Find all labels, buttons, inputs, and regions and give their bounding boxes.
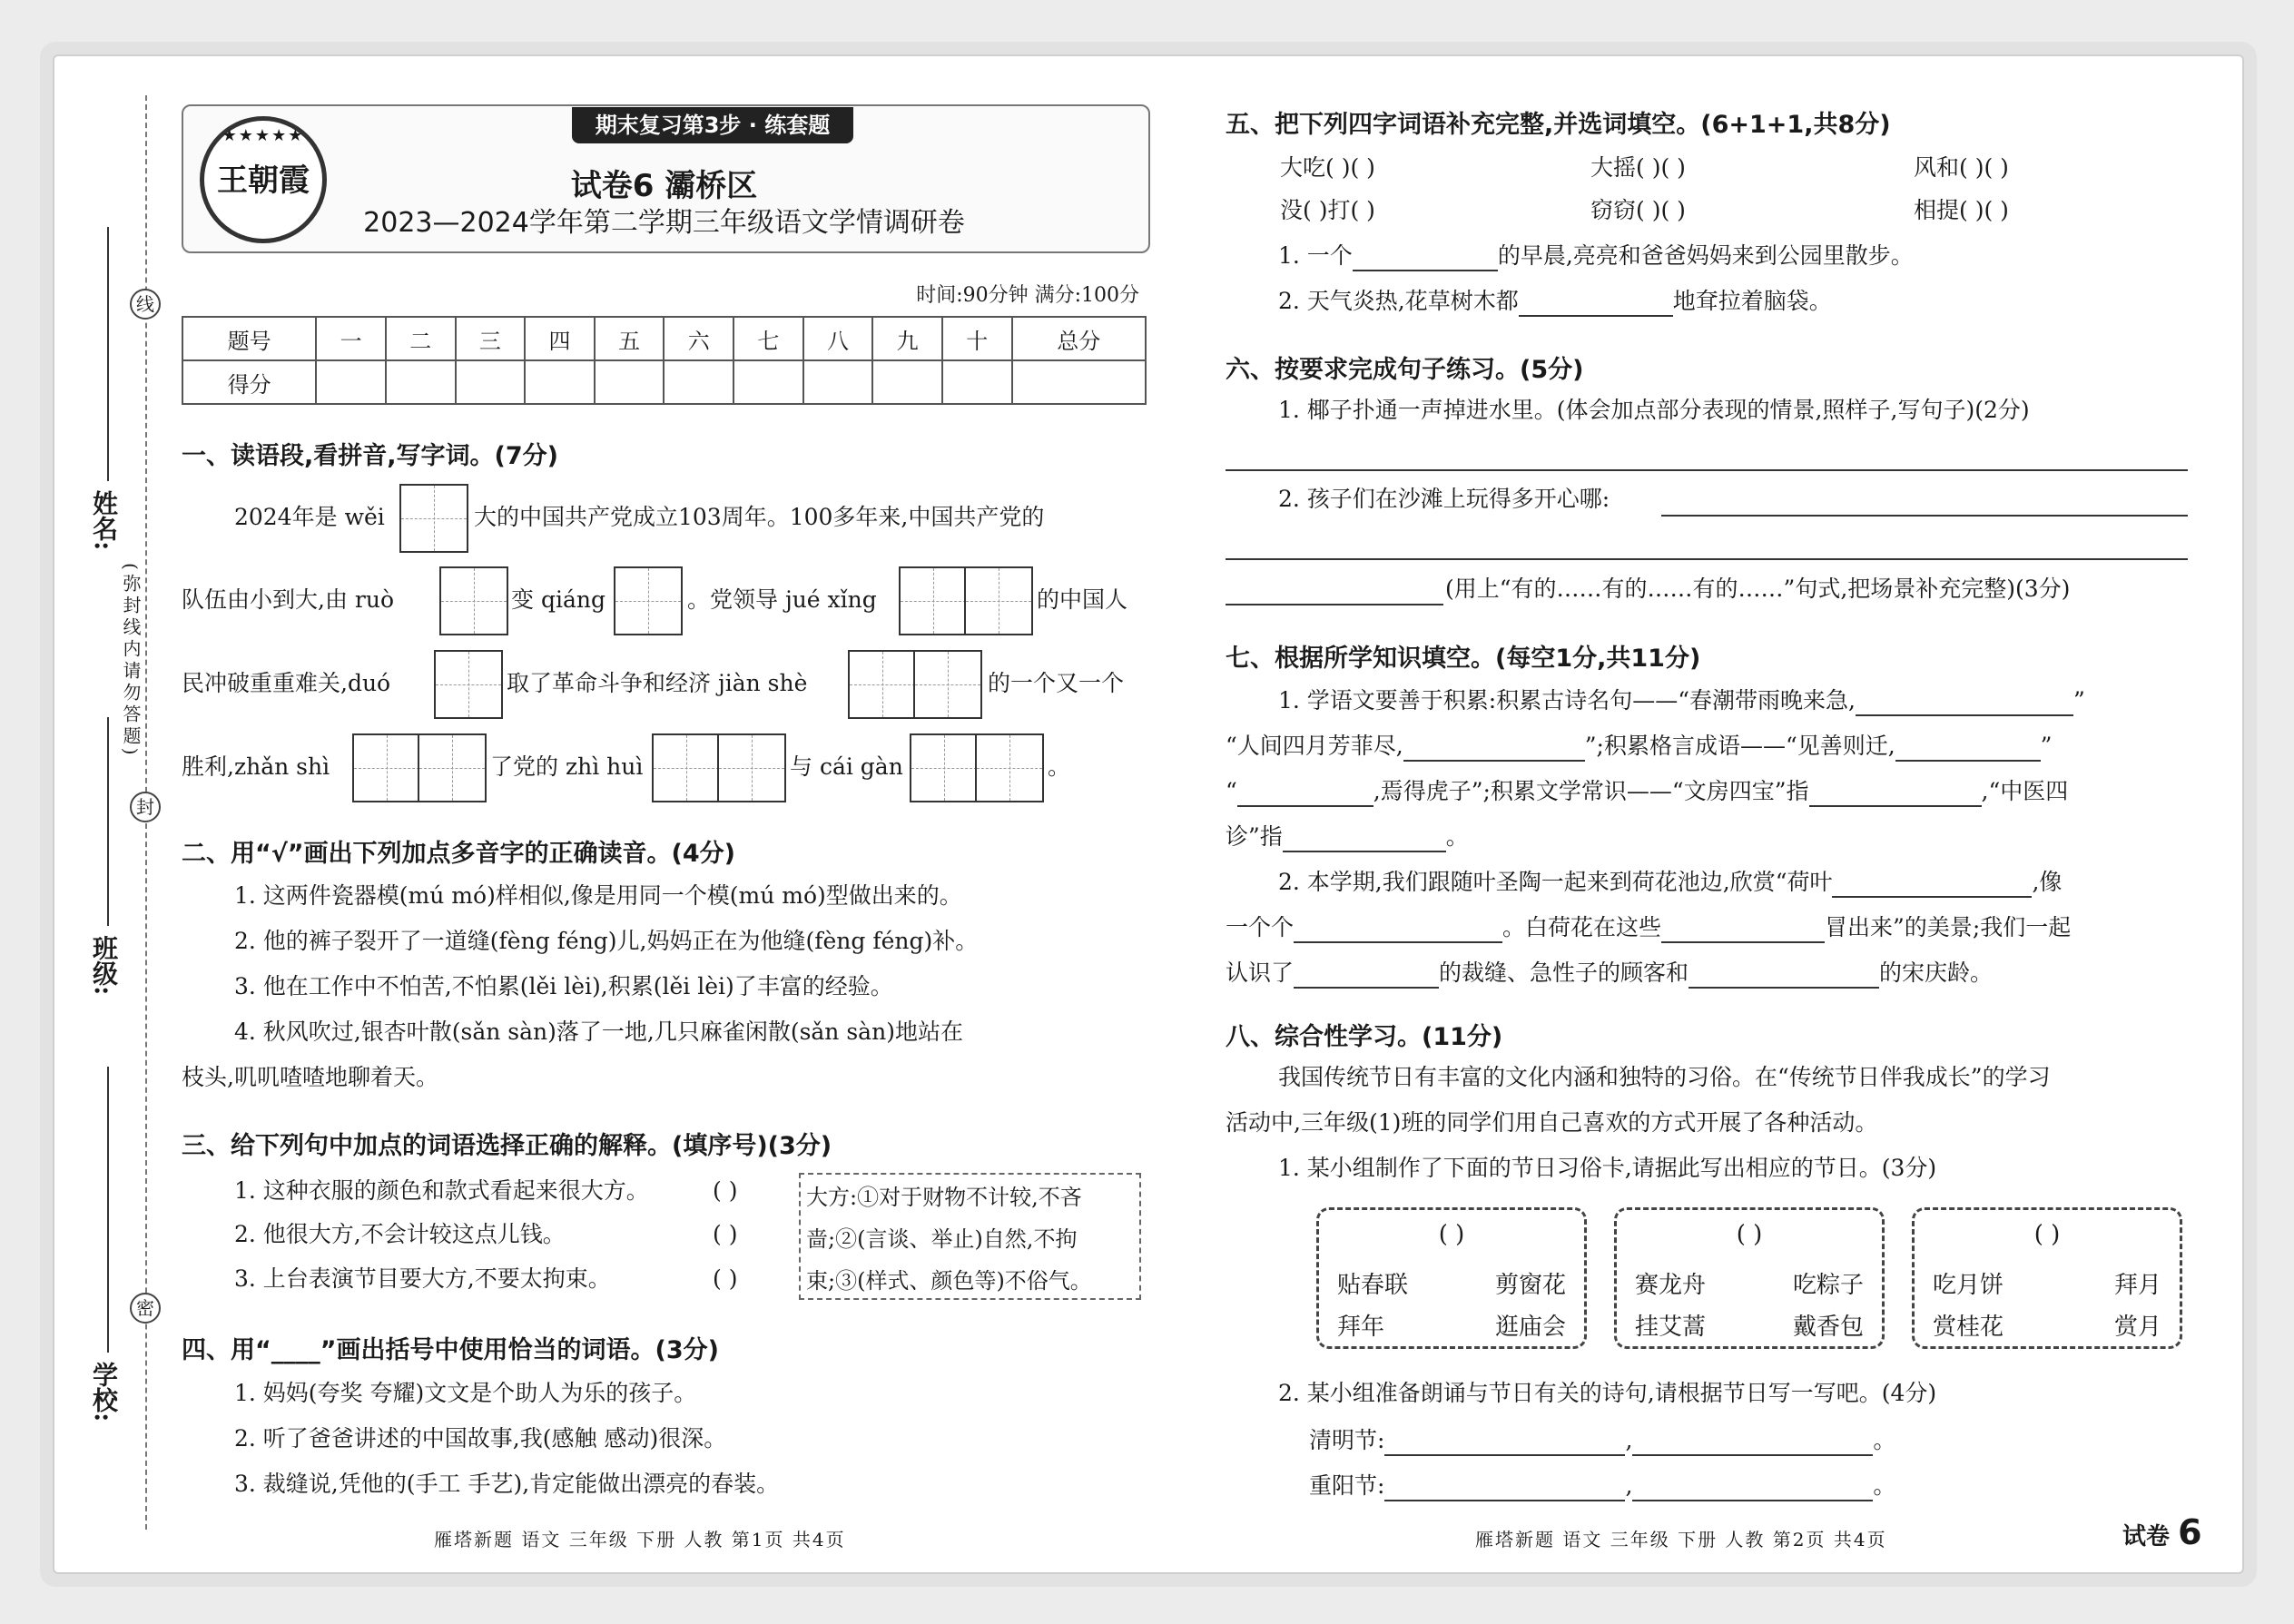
s1-text: 变 qiáng xyxy=(511,586,605,613)
char-box[interactable] xyxy=(352,733,421,802)
s1-text: 大的中国共产党成立103周年。100多年来,中国共产党的 xyxy=(474,504,1045,530)
score-header-cell: 八 xyxy=(803,317,873,360)
score-header-cell: 六 xyxy=(664,317,733,360)
char-box[interactable] xyxy=(399,484,468,553)
s7-text: ,焉得虎子”;积累文学常识——“文房四宝”指 xyxy=(1373,778,1809,804)
binding-mark-mi: 密 xyxy=(130,1293,161,1324)
class-label: 班级: xyxy=(89,935,119,996)
score-table xyxy=(182,316,1147,405)
s1-text: 与 cái gàn xyxy=(790,753,903,780)
paper-label: 试卷 xyxy=(2122,1523,2171,1550)
answer-blank[interactable] xyxy=(1283,825,1446,852)
s6-question-2-instruction: (用上“有的……有的……有的……”句式,把场景补充完整)(3分) xyxy=(1445,576,2071,602)
s5-idiom[interactable]: 大摇( )( ) xyxy=(1590,154,1686,181)
s5-question-2 xyxy=(1278,286,1832,317)
score-header-cell: 题号 xyxy=(182,317,316,360)
s8-question-2: 2. 某小组准备朗诵与节日有关的诗句,请根据节日写一写吧。(4分) xyxy=(1278,1380,1937,1406)
s5-q1-text: 1. 一个 xyxy=(1278,242,1353,269)
answer-blank[interactable] xyxy=(1632,1474,1873,1501)
s7-line-4 xyxy=(1226,822,1469,852)
score-cell[interactable] xyxy=(595,360,665,404)
s4-question-1[interactable]: 1. 妈妈(夸奖 夸耀)文文是个助人为乐的孩子。 xyxy=(234,1380,697,1406)
score-header-cell: 五 xyxy=(595,317,665,360)
char-box[interactable] xyxy=(848,650,917,719)
s1-text: 取了革命斗争和经济 jiàn shè xyxy=(507,670,808,696)
s1-text: 民冲破重重难关,duó xyxy=(182,670,391,696)
s7-line-1 xyxy=(1278,685,2085,716)
s7-text: “人间四月芳菲尽, xyxy=(1226,733,1403,759)
answer-blank[interactable] xyxy=(1384,1429,1625,1456)
s6-question-1: 1. 椰子扑通一声掉进水里。(体会加点部分表现的情景,照样子,写句子)(2分) xyxy=(1278,397,2030,423)
comma: , xyxy=(1625,1427,1633,1453)
s7-text: 。 xyxy=(1445,823,1469,850)
s7-text: 的裁缝、急性子的顾客和 xyxy=(1439,960,1689,986)
custom-item: 拜月 xyxy=(2113,1272,2161,1299)
s2-question-4-cont: 枝头,叽叽喳喳地聊着天。 xyxy=(182,1064,438,1090)
s5-idiom[interactable]: 相提( )( ) xyxy=(1914,197,2009,223)
answer-blank[interactable] xyxy=(1294,961,1439,989)
s1-text: 的中国人 xyxy=(1037,586,1128,613)
score-cell[interactable] xyxy=(525,360,595,404)
logo-text: 王朝霞 xyxy=(217,162,310,199)
score-header-cell: 四 xyxy=(525,317,595,360)
score-cell[interactable] xyxy=(664,360,733,404)
score-cell[interactable] xyxy=(316,360,386,404)
custom-item: 吃粽子 xyxy=(1792,1272,1864,1299)
qingming-line xyxy=(1309,1425,1895,1456)
s5-idiom[interactable]: 风和( )( ) xyxy=(1914,154,2009,181)
char-box[interactable] xyxy=(975,733,1044,802)
custom-item: 吃月饼 xyxy=(1933,1272,2004,1299)
s3-question-2: 2. 他很大方,不会计较这点儿钱。 xyxy=(234,1221,566,1247)
answer-blank[interactable] xyxy=(1237,780,1373,807)
paper-subtitle: 2023—2024学年第二学期三年级语文学情调研卷 xyxy=(363,207,965,239)
s7-line-7 xyxy=(1226,958,1993,989)
custom-item: 逛庙会 xyxy=(1494,1314,1566,1341)
score-header-cell: 总分 xyxy=(1012,317,1146,360)
s8-intro: 我国传统节日有丰富的文化内涵和独特的习俗。在“传统节日伴我成长”的学习 xyxy=(1278,1064,2051,1090)
chongyang-label: 重阳节: xyxy=(1309,1472,1385,1499)
answer-blank[interactable] xyxy=(1384,1474,1625,1501)
binding-mark-feng: 封 xyxy=(130,792,161,822)
s7-text: ”;积累格言成语——“见善则迁, xyxy=(1584,733,1895,759)
s7-text: ” xyxy=(2072,687,2085,714)
score-header-cell: 七 xyxy=(733,317,803,360)
s1-text: 队伍由小到大,由 ruò xyxy=(182,586,394,613)
section-7-title: 七、根据所学知识填空。(每空1分,共11分) xyxy=(1226,645,1701,673)
s7-line-3 xyxy=(1226,776,2068,807)
section-1-title: 一、读语段,看拼音,写字词。(7分) xyxy=(182,442,558,470)
s1-text: 2024年是 wěi xyxy=(234,504,385,530)
s5-question-1 xyxy=(1278,241,1914,271)
custom-item: 赏月 xyxy=(2113,1314,2161,1341)
score-cell[interactable] xyxy=(1012,360,1146,404)
section-4-title: 四、用“____”画出括号中使用恰当的词语。(3分) xyxy=(182,1336,719,1364)
s4-question-3[interactable]: 3. 裁缝说,凭他的(手工 手艺),肯定能做出漂亮的春装。 xyxy=(234,1471,780,1497)
answer-blank[interactable] xyxy=(1661,916,1825,943)
s5-q2-text: 2. 天气炎热,花草树木都 xyxy=(1278,288,1519,314)
s1-text: 胜利,zhǎn shì xyxy=(182,753,330,780)
logo-stars-icon: ★★★★★ xyxy=(222,126,305,145)
char-box[interactable] xyxy=(434,650,503,719)
s3-answer-paren[interactable]: ( ) xyxy=(713,1221,738,1247)
score-header-cell: 三 xyxy=(456,317,526,360)
s7-text: “ xyxy=(1226,778,1237,804)
section-5-title: 五、把下列四字词语补充完整,并选词填空。(6+1+1,共8分) xyxy=(1226,111,1891,139)
char-box[interactable] xyxy=(964,566,1033,635)
s7-line-5 xyxy=(1278,867,2062,898)
s3-question-3: 3. 上台表演节目要大方,不要太拘束。 xyxy=(234,1265,611,1292)
comma: , xyxy=(1625,1472,1633,1499)
custom-item: 剪窗花 xyxy=(1494,1272,1566,1299)
s2-question-4[interactable]: 4. 秋风吹过,银杏叶散(sǎn sàn)落了一地,几只麻雀闲散(sǎn sàn)地站在 xyxy=(234,1019,963,1045)
review-step-ribbon: 期末复习第3步 · 练套题 xyxy=(572,107,853,143)
answer-blank[interactable] xyxy=(1519,290,1673,317)
custom-item: 挂艾蒿 xyxy=(1635,1314,1707,1341)
s7-text: ,像 xyxy=(2032,869,2063,895)
s5-idiom[interactable]: 大吃( )( ) xyxy=(1280,154,1375,181)
s2-question-1[interactable]: 1. 这两件瓷器模(mú mó)样相似,像是用同一个模(mú mó)型做出来的。 xyxy=(234,882,962,909)
score-cell[interactable] xyxy=(872,360,942,404)
s2-question-3[interactable]: 3. 他在工作中不怕苦,不怕累(lěi lèi),积累(lěi lèi)了丰富的经验。 xyxy=(234,973,893,999)
s3-answer-paren[interactable]: ( ) xyxy=(713,1177,738,1204)
s7-text: 冒出来”的美景;我们一起 xyxy=(1825,914,2072,940)
binding-mark-xian: 线 xyxy=(130,289,161,320)
s7-text: 认识了 xyxy=(1226,960,1295,986)
score-header-cell: 十 xyxy=(942,317,1012,360)
score-cell[interactable] xyxy=(803,360,873,404)
answer-blank[interactable] xyxy=(1856,689,2073,716)
char-box[interactable] xyxy=(899,566,968,635)
page-1-footer: 雁塔新题 语文 三年级 下册 人教 第1页 共4页 xyxy=(434,1529,846,1550)
char-box[interactable] xyxy=(910,733,979,802)
section-2-title: 二、用“√”画出下列加点多音字的正确读音。(4分) xyxy=(182,840,735,868)
score-row-label: 得分 xyxy=(182,360,316,404)
s7-text: 一个个 xyxy=(1226,914,1295,940)
section-3-title: 三、给下列句中加点的词语选择正确的解释。(填序号)(3分) xyxy=(182,1132,832,1160)
answer-line[interactable] xyxy=(1226,558,2188,560)
score-table-score-row xyxy=(182,360,1146,404)
s8-question-1: 1. 某小组制作了下面的节日习俗卡,请据此写出相应的节日。(3分) xyxy=(1278,1155,1937,1181)
qingming-label: 清明节: xyxy=(1309,1427,1385,1453)
s1-text: 的一个又一个 xyxy=(988,670,1125,696)
custom-item: 赏桂花 xyxy=(1933,1314,2004,1341)
answer-blank[interactable] xyxy=(1832,871,2032,898)
answer-blank[interactable] xyxy=(1403,734,1585,762)
s1-text: 。党领导 jué xǐng xyxy=(687,586,877,613)
s7-line-6 xyxy=(1226,912,2071,943)
score-cell[interactable] xyxy=(386,360,456,404)
score-header-cell: 九 xyxy=(872,317,942,360)
paper-number: 6 xyxy=(2178,1512,2202,1552)
s7-text: 的宋庆龄。 xyxy=(1879,960,1994,986)
name-label: 姓名: xyxy=(89,490,119,551)
answer-blank[interactable] xyxy=(1632,1429,1873,1456)
answer-line[interactable] xyxy=(1661,515,2188,517)
char-box[interactable] xyxy=(717,733,786,802)
s7-text: 诊”指 xyxy=(1226,823,1283,850)
chongyang-line xyxy=(1309,1471,1895,1501)
school-label: 学校: xyxy=(89,1362,119,1422)
custom-item: 戴香包 xyxy=(1792,1314,1864,1341)
answer-blank[interactable] xyxy=(1353,244,1498,271)
answer-blank[interactable] xyxy=(1294,916,1502,943)
answer-line[interactable] xyxy=(1226,604,1443,605)
festival-card xyxy=(1316,1207,1587,1349)
s7-text: 2. 本学期,我们跟随叶圣陶一起来到荷花池边,欣赏“荷叶 xyxy=(1278,869,1833,895)
char-box[interactable] xyxy=(652,733,721,802)
s5-idiom[interactable]: 没( )打( ) xyxy=(1280,197,1375,223)
s3-answer-paren[interactable]: ( ) xyxy=(713,1265,738,1292)
custom-item: 贴春联 xyxy=(1337,1272,1409,1299)
festival-answer-paren[interactable]: ( ) xyxy=(1736,1221,1763,1248)
s8-intro-cont: 活动中,三年级(1)班的同学们用自己喜欢的方式开展了各种活动。 xyxy=(1226,1109,1878,1136)
score-table-header-row xyxy=(182,317,1146,360)
score-cell[interactable] xyxy=(456,360,526,404)
s5-q1-text: 的早晨,亮亮和爸爸妈妈来到公园里散步。 xyxy=(1497,242,1914,269)
section-8-title: 八、综合性学习。(11分) xyxy=(1226,1023,1503,1051)
score-cell[interactable] xyxy=(942,360,1012,404)
s6-question-2: 2. 孩子们在沙滩上玩得多开心哪: xyxy=(1278,486,1610,512)
answer-blank[interactable] xyxy=(1809,780,1982,807)
festival-answer-paren[interactable]: ( ) xyxy=(2033,1221,2061,1248)
custom-item: 拜年 xyxy=(1337,1314,1385,1341)
festival-card xyxy=(1912,1207,2182,1349)
s5-idiom[interactable]: 窃窃( )( ) xyxy=(1590,197,1686,223)
period: 。 xyxy=(1873,1472,1896,1499)
char-box[interactable] xyxy=(439,566,508,635)
section-6-title: 六、按要求完成句子练习。(5分) xyxy=(1226,356,1584,384)
score-header-cell: 二 xyxy=(386,317,456,360)
festival-answer-paren[interactable]: ( ) xyxy=(1438,1221,1465,1248)
class-line[interactable] xyxy=(107,717,109,926)
name-line[interactable] xyxy=(107,227,109,481)
paper-title: 试卷6 灞桥区 xyxy=(570,168,758,204)
char-box[interactable] xyxy=(614,566,683,635)
festival-card xyxy=(1614,1207,1885,1349)
s4-question-2[interactable]: 2. 听了爸爸讲述的中国故事,我(感触 感动)很深。 xyxy=(234,1425,727,1452)
school-line[interactable] xyxy=(107,1067,109,1353)
custom-item: 赛龙舟 xyxy=(1635,1272,1707,1299)
answer-blank[interactable] xyxy=(1895,734,2041,762)
s7-text: ” xyxy=(2040,733,2053,759)
s7-text: 1. 学语文要善于积累:积累古诗名句——“春潮带雨晚来急, xyxy=(1278,687,1856,714)
char-box[interactable] xyxy=(913,650,982,719)
s1-text: 了党的 zhì huì xyxy=(490,753,644,780)
s3-question-1: 1. 这种衣服的颜色和款式看起来很大方。 xyxy=(234,1177,649,1204)
s7-text: 。白荷花在这些 xyxy=(1502,914,1662,940)
time-score-info: 时间:90分钟 满分:100分 xyxy=(916,284,1139,307)
binding-note: (弥封线内请勿答题) xyxy=(120,563,142,759)
period: 。 xyxy=(1873,1427,1896,1453)
dafang-definition-box: 大方:①对于财物不计较,不吝啬;②(言谈、举止)自然,不拘束;③(样式、颜色等)不俗气。 xyxy=(799,1173,1141,1300)
s2-question-2[interactable]: 2. 他的裤子裂开了一道缝(fèng féng)儿,妈妈正在为他缝(fèng féng)补。 xyxy=(234,928,979,954)
char-box[interactable] xyxy=(418,733,487,802)
score-cell[interactable] xyxy=(733,360,803,404)
s7-line-2 xyxy=(1226,731,2052,762)
s1-text: 。 xyxy=(1048,753,1071,780)
page-2-footer: 雁塔新题 语文 三年级 下册 人教 第2页 共4页 xyxy=(1475,1529,1887,1550)
s7-text: ,“中医四 xyxy=(1981,778,2069,804)
score-header-cell: 一 xyxy=(316,317,386,360)
answer-blank[interactable] xyxy=(1689,961,1879,989)
paper-number-label xyxy=(2122,1512,2202,1552)
s5-q2-text: 地耷拉着脑袋。 xyxy=(1672,288,1832,314)
answer-line[interactable] xyxy=(1226,469,2188,471)
